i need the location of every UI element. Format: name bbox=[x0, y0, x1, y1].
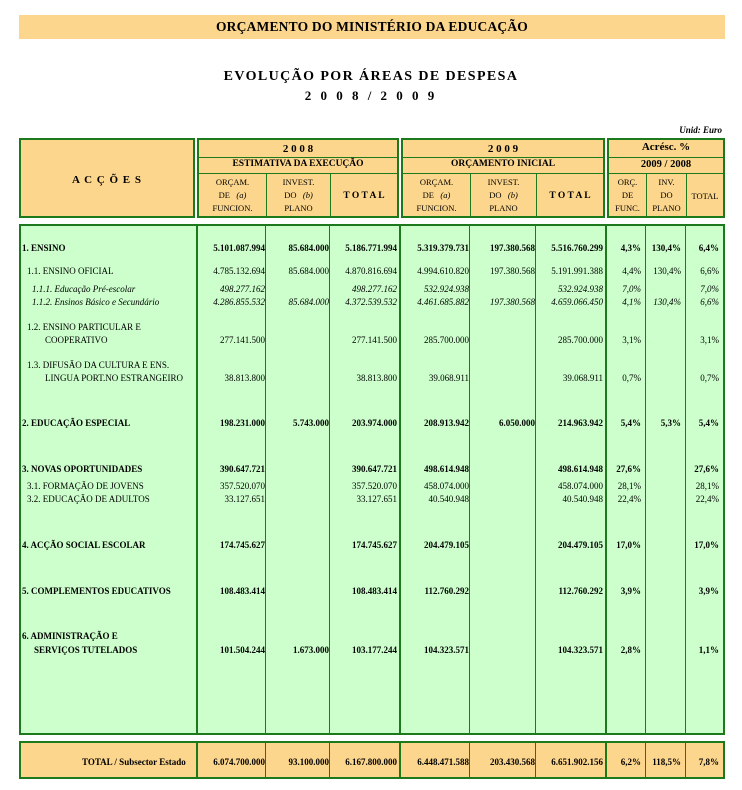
row-label: 3.1. FORMAÇÃO DE JOVENS bbox=[27, 481, 144, 491]
table-cell: 85.684.000 bbox=[288, 266, 329, 276]
table-cell: 28,1% bbox=[617, 481, 641, 491]
table-cell: 7,0% bbox=[622, 284, 641, 294]
table-cell: 208.913.942 bbox=[424, 418, 469, 428]
table-cell: 4.994.610.820 bbox=[417, 266, 469, 276]
table-cell: 532.924.938 bbox=[558, 284, 603, 294]
table-cell: 22,4% bbox=[695, 494, 719, 504]
table-cell: 4,1% bbox=[622, 297, 641, 307]
table-cell: 104.323.571 bbox=[424, 645, 469, 655]
table-cell: 532.924.938 bbox=[424, 284, 469, 294]
table-cell: 390.647.721 bbox=[220, 464, 265, 474]
total-cell: 118,5% bbox=[652, 757, 681, 767]
table-cell: 4.372.539.532 bbox=[345, 297, 397, 307]
row-label: 1. ENSINO bbox=[22, 243, 66, 253]
row-label: 5. COMPLEMENTOS EDUCATIVOS bbox=[22, 586, 171, 596]
table-cell: 458.074.000 bbox=[424, 481, 469, 491]
table-cell: 40.540.948 bbox=[562, 494, 603, 504]
unit-label: Unid: Euro bbox=[679, 125, 722, 135]
table-cell: 38.813.800 bbox=[224, 373, 265, 383]
row-label: 1.1.2. Ensinos Básico e Secundário bbox=[32, 297, 160, 307]
page-title: ORÇAMENTO DO MINISTÉRIO DA EDUCAÇÃO bbox=[19, 15, 725, 39]
header-2009 bbox=[401, 138, 605, 218]
table-cell: 2,8% bbox=[620, 645, 641, 655]
row-label: 3. NOVAS OPORTUNIDADES bbox=[22, 464, 143, 474]
table-cell: 204.479.105 bbox=[424, 540, 469, 550]
table-cell: 6,6% bbox=[700, 297, 719, 307]
table-cell: 498.614.948 bbox=[424, 464, 469, 474]
header-acresc-title: Acrésc. % bbox=[641, 141, 691, 153]
table-cell: 112.760.292 bbox=[424, 586, 469, 596]
table-cell: 17,0% bbox=[694, 540, 719, 550]
table-cell: 4.286.855.532 bbox=[213, 297, 265, 307]
table-cell: 204.479.105 bbox=[558, 540, 603, 550]
table-cell: 6,4% bbox=[698, 243, 719, 253]
table-cell: 203.974.000 bbox=[352, 418, 397, 428]
table-cell: 85.684.000 bbox=[288, 297, 329, 307]
table-cell: 40.540.948 bbox=[428, 494, 469, 504]
row-label-continuation: LINGUA PORT.NO ESTRANGEIRO bbox=[45, 373, 184, 383]
table-cell: 130,4% bbox=[651, 243, 681, 253]
table-cell: 197.380.568 bbox=[490, 243, 535, 253]
table-cell: 3,1% bbox=[622, 335, 641, 345]
table-cell: 5.101.087.994 bbox=[213, 243, 265, 253]
table-cell: 33.127.651 bbox=[356, 494, 397, 504]
table-cell: 108.483.414 bbox=[352, 586, 397, 596]
table-cell: 197.380.568 bbox=[490, 266, 535, 276]
total-cell: 6.074.700.000 bbox=[213, 757, 265, 767]
header-2008-orcam: ORÇAM. DE (a) FUNCION. bbox=[212, 177, 253, 213]
header-acresc-total: TOTAL bbox=[691, 191, 719, 201]
row-label: 1.2. ENSINO PARTICULAR E bbox=[27, 322, 141, 332]
total-cell: 6,2% bbox=[620, 757, 641, 767]
header-2009-year: 2 0 0 9 bbox=[487, 143, 519, 155]
row-label: 1.1. ENSINO OFICIAL bbox=[27, 266, 114, 276]
table-cell: 130,4% bbox=[653, 297, 681, 307]
table-cell: 38.813.800 bbox=[356, 373, 397, 383]
header-2008-sub: ESTIMATIVA DA EXECUÇÃO bbox=[232, 159, 364, 169]
table-cell: 112.760.292 bbox=[558, 586, 603, 596]
header-2008-year: 2 0 0 8 bbox=[282, 143, 314, 155]
row-label: 4. ACÇÃO SOCIAL ESCOLAR bbox=[22, 540, 146, 550]
table-cell: 4.659.066.450 bbox=[551, 297, 603, 307]
table-cell: 197.380.568 bbox=[490, 297, 535, 307]
header-2008 bbox=[197, 138, 399, 218]
row-label-continuation: SERVIÇOS TUTELADOS bbox=[34, 645, 138, 655]
table-cell: 5,4% bbox=[698, 418, 719, 428]
table-cell: 104.323.571 bbox=[558, 645, 603, 655]
row-label-continuation: COOPERATIVO bbox=[45, 335, 108, 345]
row-label: 6. ADMINISTRAÇÃO E bbox=[22, 631, 118, 641]
row-label: 3.2. EDUCAÇÃO DE ADULTOS bbox=[27, 494, 150, 504]
table-cell: 17,0% bbox=[616, 540, 641, 550]
total-cell: 6.651.902.156 bbox=[551, 757, 603, 767]
table-cell: 5.516.760.299 bbox=[551, 243, 603, 253]
table-cell: 498.614.948 bbox=[558, 464, 603, 474]
table-cell: 498.277.162 bbox=[220, 284, 265, 294]
header-2009-sub: ORÇAMENTO INICIAL bbox=[450, 159, 556, 169]
header-acresc-inv: INV. DO PLANO bbox=[652, 177, 681, 213]
table-cell: 5.743.000 bbox=[293, 418, 329, 428]
table-cell: 5.319.379.731 bbox=[417, 243, 469, 253]
total-cell: 203.430.568 bbox=[490, 757, 535, 767]
table-cell: 6.050.000 bbox=[499, 418, 535, 428]
total-row-label: TOTAL / Subsector Estado bbox=[82, 757, 186, 767]
table-cell: 277.141.500 bbox=[352, 335, 397, 345]
table-cell: 103.177.244 bbox=[352, 645, 397, 655]
header-2008-total: T O T A L bbox=[343, 191, 385, 201]
table-cell: 5,3% bbox=[660, 418, 681, 428]
table-cell: 277.141.500 bbox=[220, 335, 265, 345]
table-cell: 27,6% bbox=[616, 464, 641, 474]
table-cell: 3,9% bbox=[620, 586, 641, 596]
total-cell: 7,8% bbox=[698, 757, 719, 767]
table-cell: 174.745.627 bbox=[220, 540, 265, 550]
table-cell: 4.461.685.882 bbox=[417, 297, 469, 307]
row-label: 1.1.1. Educação Pré-escolar bbox=[32, 284, 136, 294]
table-cell: 5.191.991.388 bbox=[551, 266, 603, 276]
header-acresc-orc: ORÇ. DE FUNC. bbox=[615, 177, 640, 213]
table-cell: 3,1% bbox=[700, 335, 719, 345]
row-label: 2. EDUCAÇÃO ESPECIAL bbox=[22, 418, 131, 428]
table-cell: 214.963.942 bbox=[558, 418, 603, 428]
table-cell: 6,6% bbox=[700, 266, 719, 276]
table-cell: 4.785.132.694 bbox=[213, 266, 265, 276]
table-cell: 108.483.414 bbox=[220, 586, 265, 596]
header-acresc-sub: 2009 / 2008 bbox=[640, 159, 692, 170]
report-subtitle: EVOLUÇÃO POR ÁREAS DE DESPESA bbox=[223, 69, 519, 84]
row-label: 1.3. DIFUSÃO DA CULTURA E ENS. bbox=[27, 360, 170, 370]
total-cell: 6.448.471.588 bbox=[417, 757, 469, 767]
table-cell: 390.647.721 bbox=[352, 464, 397, 474]
table-cell: 498.277.162 bbox=[352, 284, 397, 294]
table-cell: 4,4% bbox=[622, 266, 641, 276]
table-cell: 5,4% bbox=[620, 418, 641, 428]
table-cell: 39.068.911 bbox=[562, 373, 603, 383]
table-cell: 1,1% bbox=[698, 645, 719, 655]
table-cell: 33.127.651 bbox=[224, 494, 265, 504]
table-cell: 7,0% bbox=[700, 284, 719, 294]
report-years: 2 0 0 8 / 2 0 0 9 bbox=[304, 88, 438, 103]
header-acresc bbox=[607, 138, 725, 218]
header-2009-total: T O T A L bbox=[549, 191, 591, 201]
table-cell: 357.520.070 bbox=[352, 481, 397, 491]
total-cell: 93.100.000 bbox=[288, 757, 329, 767]
header-accoes bbox=[19, 138, 195, 218]
table-cell: 1.673.000 bbox=[293, 645, 329, 655]
total-cell: 6.167.800.000 bbox=[345, 757, 397, 767]
table-cell: 0,7% bbox=[700, 373, 719, 383]
table-cell: 4.870.816.694 bbox=[345, 266, 397, 276]
table-cell: 130,4% bbox=[653, 266, 681, 276]
table-cell: 357.520.070 bbox=[220, 481, 265, 491]
table-cell: 5.186.771.994 bbox=[345, 243, 397, 253]
table-cell: 198.231.000 bbox=[220, 418, 265, 428]
table-cell: 85.684.000 bbox=[288, 243, 329, 253]
table-cell: 285.700.000 bbox=[424, 335, 469, 345]
table-cell: 0,7% bbox=[622, 373, 641, 383]
table-cell: 174.745.627 bbox=[352, 540, 397, 550]
table-cell: 4,3% bbox=[620, 243, 641, 253]
table-cell: 27,6% bbox=[694, 464, 719, 474]
header-2009-orcam: ORÇAM. DE (a) FUNCION. bbox=[416, 177, 457, 213]
table-cell: 458.074.000 bbox=[558, 481, 603, 491]
table-cell: 22,4% bbox=[617, 494, 641, 504]
table-cell: 101.504.244 bbox=[220, 645, 265, 655]
table-cell: 3,9% bbox=[698, 586, 719, 596]
table-cell: 285.700.000 bbox=[558, 335, 603, 345]
table-cell: 39.068.911 bbox=[428, 373, 469, 383]
table-cell: 28,1% bbox=[695, 481, 719, 491]
header-2009-invest: INVEST. DO (b) PLANO bbox=[487, 177, 520, 213]
header-accoes-label: A C Ç Õ E S bbox=[72, 174, 142, 186]
header-2008-invest: INVEST. DO (b) PLANO bbox=[282, 177, 315, 213]
